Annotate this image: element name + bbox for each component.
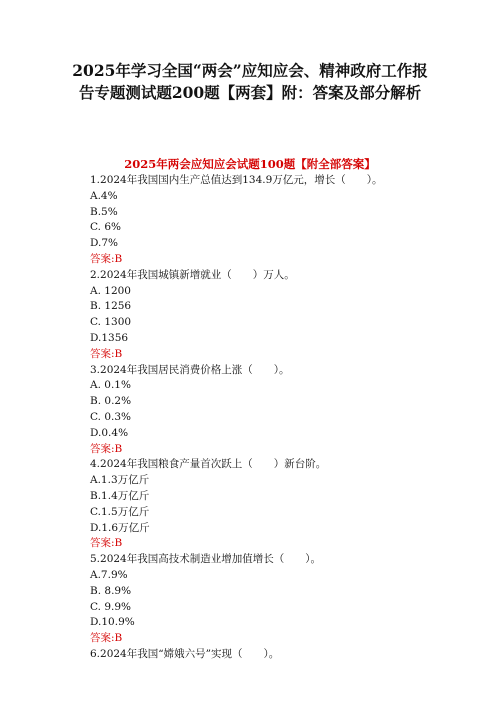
question-list	[90, 173, 470, 663]
option: B.1.4万亿斤	[90, 489, 150, 502]
document-title-line: 2025年学习全国“两会”应知应会、精神政府工作报	[72, 61, 428, 80]
option: A. 0.1%	[90, 379, 131, 392]
question-text: 4.2024年我国粮食产量首次跃上（ ）新台阶。	[90, 458, 327, 471]
option: D.10.9%	[90, 616, 135, 629]
option: C. 9.9%	[90, 600, 132, 613]
section-title: 2025年两会应知应会试题100题【附全部答案】	[124, 157, 376, 171]
option: D.0.4%	[90, 426, 129, 439]
document-title-line: 告专题测试题200题【两套】附：答案及部分解析	[78, 83, 422, 102]
option: B. 1256	[90, 300, 132, 313]
question-text: 3.2024年我国居民消费价格上涨（ ）。	[90, 363, 290, 376]
answer: 答案:B	[90, 252, 123, 265]
option: A. 1200	[90, 284, 131, 297]
option: D.7%	[90, 237, 119, 250]
option: D.1.6万亿斤	[90, 521, 150, 534]
option: D.1356	[90, 331, 129, 344]
option: C. 1300	[90, 316, 132, 329]
option: A.7.9%	[90, 568, 128, 581]
document-title	[40, 60, 460, 104]
option: B.5%	[90, 205, 118, 218]
option: B. 8.9%	[90, 584, 132, 597]
answer: 答案:B	[90, 632, 123, 645]
answer: 答案:B	[90, 442, 123, 455]
question-text: 5.2024年我国高技术制造业增加值增长（ ）。	[90, 553, 321, 566]
question-text: 2.2024年我国城镇新增就业（ ）万人。	[90, 268, 295, 281]
option: A.4%	[90, 189, 118, 202]
answer: 答案:B	[90, 537, 123, 550]
question-text: 6.2024年我国“嫦娥六号”实现（ ）。	[90, 647, 280, 660]
option: C.1.5万亿斤	[90, 505, 150, 518]
question-text: 1.2024年我国国内生产总值达到134.9万亿元，增长（ ）。	[90, 174, 383, 186]
option: A.1.3万亿斤	[90, 474, 150, 487]
option: C. 0.3%	[90, 410, 132, 423]
answer: 答案:B	[90, 347, 123, 360]
option: B. 0.2%	[90, 395, 132, 408]
option: C. 6%	[90, 221, 121, 234]
